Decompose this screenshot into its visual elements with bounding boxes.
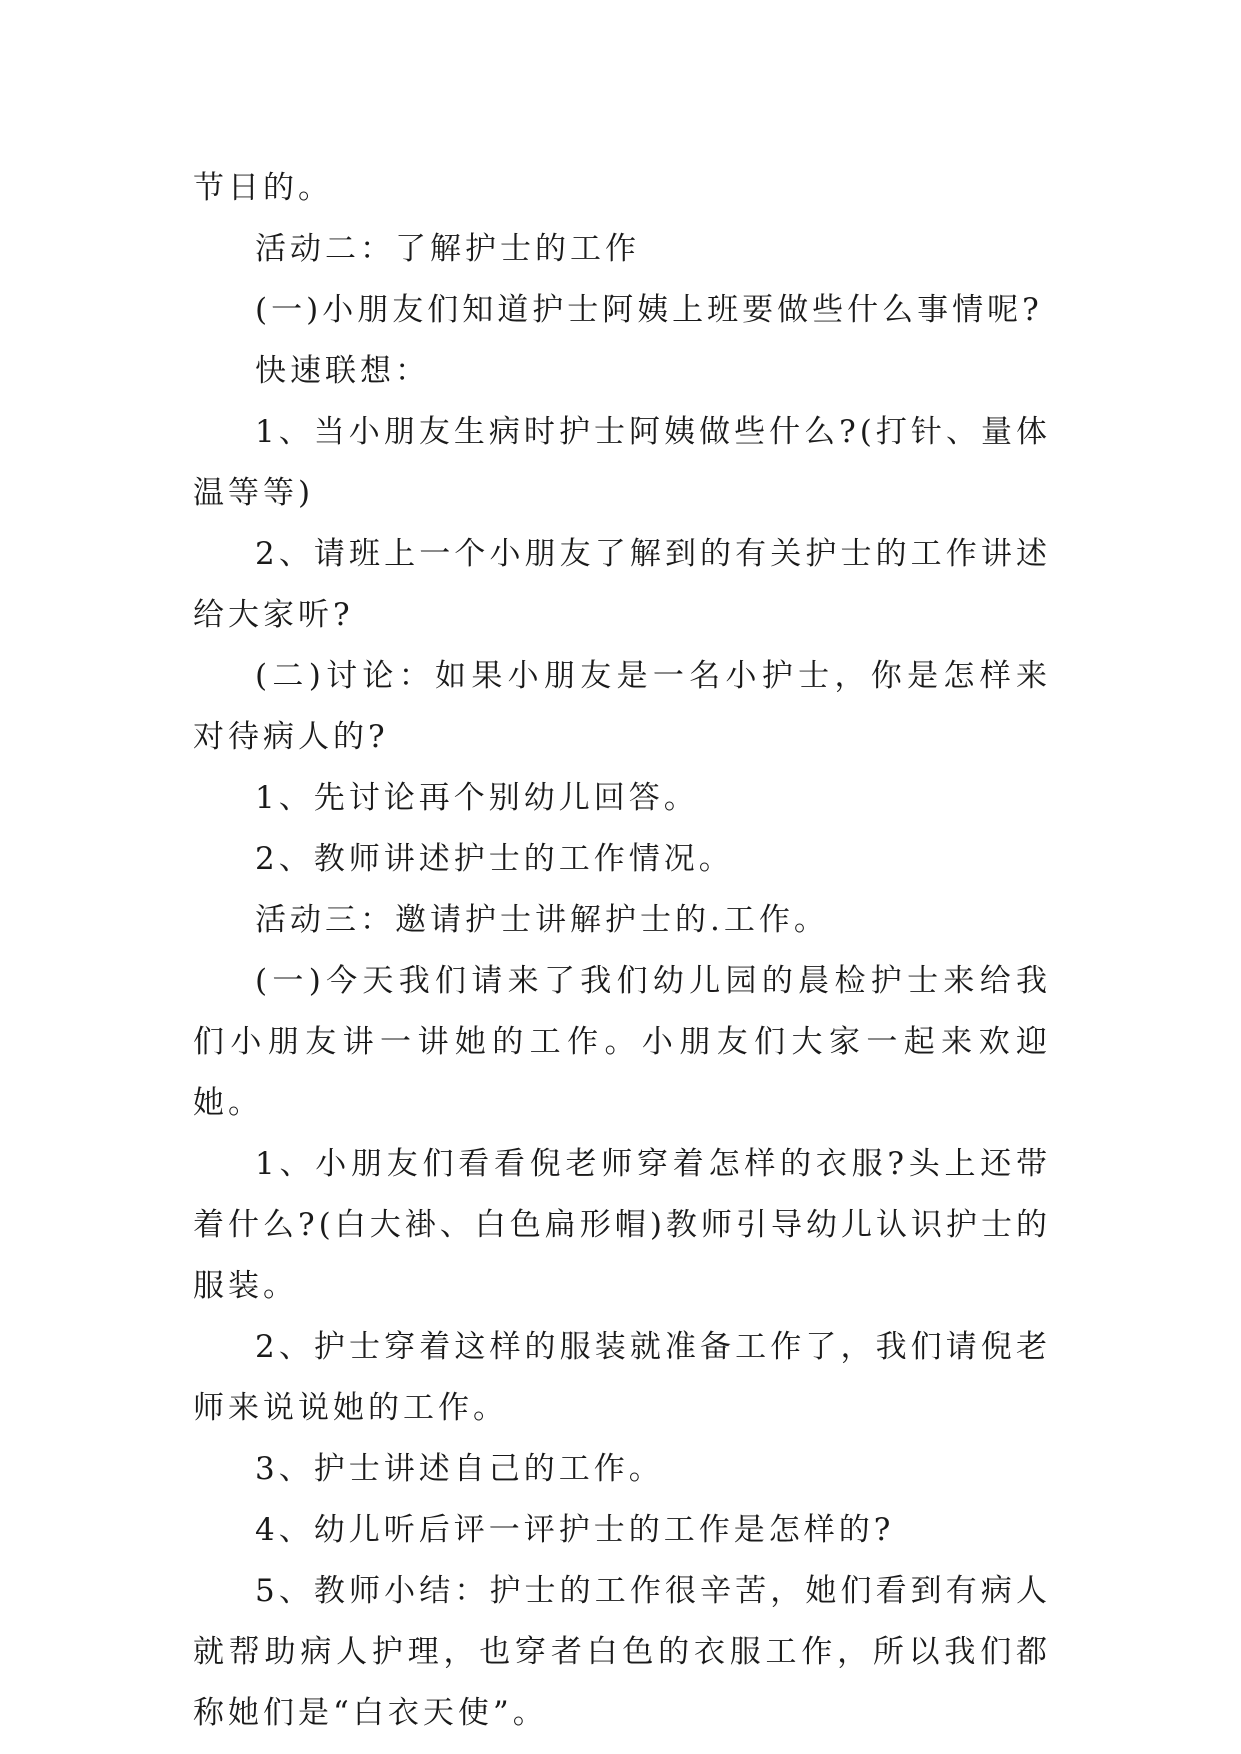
paragraph: 节日的。 — [193, 170, 333, 206]
body-text — [193, 158, 1051, 1744]
paragraph: 快速联想： — [255, 353, 430, 389]
list-item: 1、小朋友们看看倪老师穿着怎样的衣服?头上还带着什么?(白大褂、白色扁形帽)教师引导幼儿认识护士的服装。 — [193, 1146, 1051, 1304]
paragraph: (一)今天我们请来了我们幼儿园的晨检护士来给我们小朋友讲一讲她的工作。小朋友们大家一起来欢迎她。 — [193, 963, 1051, 1121]
list-item: 5、教师小结：护士的工作很辛苦，她们看到有病人就帮助病人护理，也穿者白色的衣服工作，所以我们都称她们是“白衣天使”。 — [193, 1573, 1051, 1731]
paragraph: (一)小朋友们知道护士阿姨上班要做些什么事情呢? — [255, 292, 1043, 328]
section-heading: 活动二：了解护士的工作 — [255, 231, 640, 267]
section-heading: 活动三：邀请护士讲解护士的.工作。 — [255, 902, 829, 938]
list-item: 4、幼儿听后评一评护士的工作是怎样的? — [255, 1512, 895, 1548]
list-item: 2、教师讲述护士的工作情况。 — [255, 841, 734, 877]
list-item: 1、先讨论再个别幼儿回答。 — [255, 780, 699, 816]
list-item: 2、请班上一个小朋友了解到的有关护士的工作讲述给大家听? — [193, 536, 1051, 633]
list-item: 1、当小朋友生病时护士阿姨做些什么?(打针、量体温等等) — [193, 414, 1051, 511]
list-item: 2、护士穿着这样的服装就准备工作了，我们请倪老师来说说她的工作。 — [193, 1329, 1051, 1426]
paragraph: (二)讨论：如果小朋友是一名小护士，你是怎样来对待病人的? — [193, 658, 1051, 755]
list-item: 3、护士讲述自己的工作。 — [255, 1451, 664, 1487]
